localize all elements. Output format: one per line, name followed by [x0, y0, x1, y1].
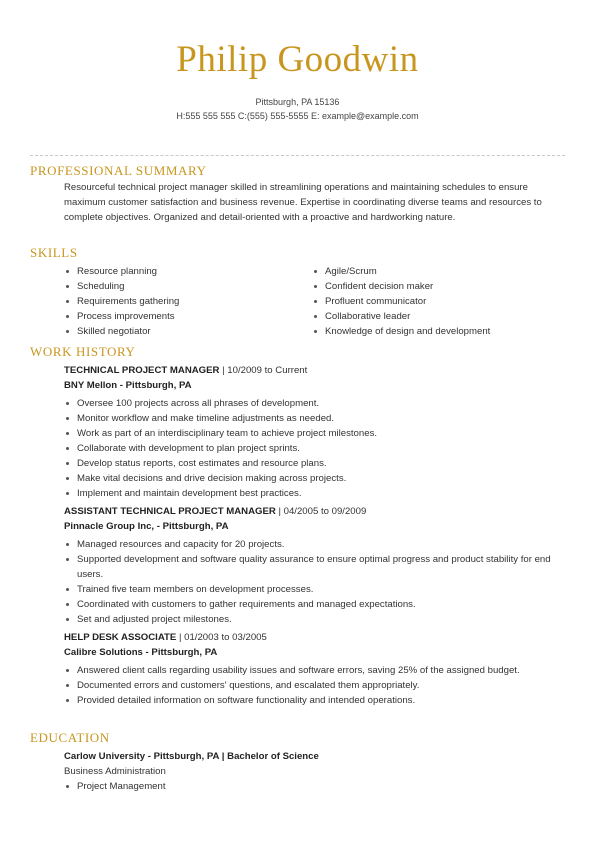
skill-item: Scheduling [64, 279, 312, 294]
job-header [64, 363, 565, 378]
skills-section [30, 245, 565, 339]
job-bullet: Provided detailed information on software functionality and intended operations. [64, 693, 565, 708]
job-company: BNY Mellon - Pittsburgh, PA [64, 380, 192, 391]
job-bullet: Oversee 100 projects across all phrases of development. [64, 396, 565, 411]
job-header [64, 504, 565, 519]
education-bullet: Project Management [64, 779, 565, 794]
job-bullet: Coordinated with customers to gather requirements and managed expectations. [64, 597, 565, 612]
job-bullet: Work as part of an interdisciplinary team to achieve project milestones. [64, 426, 565, 441]
summary-heading: PROFESSIONAL SUMMARY [30, 163, 207, 178]
skills-heading: SKILLS [30, 245, 78, 260]
skills-left-list [64, 264, 312, 339]
job-bullet: Documented errors and customers' questions, and escalated them appropriately. [64, 678, 565, 693]
summary-text: Resourceful technical project manager skilled in streamlining operations and maintaining schedules to ensure maximum customer satisfaction and business revenue. Expertise in coordinating diverse teams and resources to complete objectives. Organized and detail-oriented with a proactive and hardworking nature. [64, 182, 542, 223]
address-line: Pittsburgh, PA 15136 [255, 97, 340, 107]
contact-line: H:555 555 555 C:(555) 555-5555 E: example@example.com [176, 111, 419, 121]
job-bullet: Trained five team members on development processes. [64, 582, 565, 597]
job-title: HELP DESK ASSOCIATE [64, 632, 177, 643]
job-header [64, 630, 565, 645]
education-entry [64, 749, 565, 794]
skill-item: Agile/Scrum [312, 264, 560, 279]
education-heading: EDUCATION [30, 730, 110, 745]
job-bullets [64, 663, 565, 708]
skill-item: Profluent communicator [312, 294, 560, 309]
job-bullet: Managed resources and capacity for 20 projects. [64, 537, 565, 552]
job-bullet: Develop status reports, cost estimates and resource plans. [64, 456, 565, 471]
education-section [30, 730, 565, 797]
job-bullet: Make vital decisions and drive decision making across projects. [64, 471, 565, 486]
header-divider [30, 155, 565, 156]
skill-item: Process improvements [64, 309, 312, 324]
job-bullet: Answered client calls regarding usability issues and software errors, saving 25% of the assigned budget. [64, 663, 565, 678]
job-bullet: Supported development and software quality assurance to ensure optimal progress and product stability for end users. [64, 552, 565, 582]
summary-section [30, 163, 565, 225]
job-bullets [64, 396, 565, 501]
job-entry [64, 504, 565, 627]
job-bullet: Collaborate with development to plan project sprints. [64, 441, 565, 456]
job-entry [64, 630, 565, 708]
job-title: TECHNICAL PROJECT MANAGER [64, 365, 220, 376]
skill-item: Skilled negotiator [64, 324, 312, 339]
skills-grid [64, 264, 565, 339]
education-school: Carlow University - Pittsburgh, PA | Bachelor of Science [64, 751, 319, 762]
job-bullet: Implement and maintain development best practices. [64, 486, 565, 501]
education-bullets [64, 779, 565, 794]
job-company: Calibre Solutions - Pittsburgh, PA [64, 647, 218, 658]
skill-item: Resource planning [64, 264, 312, 279]
job-dates: | 01/2003 to 03/2005 [176, 632, 267, 643]
job-dates: | 04/2005 to 09/2009 [275, 506, 367, 517]
job-bullets [64, 537, 565, 627]
education-field: Business Administration [64, 766, 166, 777]
skill-item: Confident decision maker [312, 279, 560, 294]
work-history-section [30, 344, 565, 711]
job-bullet: Set and adjusted project milestones. [64, 612, 565, 627]
skill-item: Requirements gathering [64, 294, 312, 309]
job-entry [64, 363, 565, 501]
skills-right-list [312, 264, 560, 339]
job-company: Pinnacle Group Inc, - Pittsburgh, PA [64, 521, 229, 532]
work-history-heading: WORK HISTORY [30, 344, 136, 359]
candidate-name: Philip Goodwin [176, 39, 419, 80]
job-bullet: Monitor workflow and make timeline adjustments as needed. [64, 411, 565, 426]
job-title: ASSISTANT TECHNICAL PROJECT MANAGER [64, 506, 276, 517]
skill-item: Knowledge of design and development [312, 324, 560, 339]
job-dates: | 10/2009 to Current [219, 365, 308, 376]
skill-item: Collaborative leader [312, 309, 560, 324]
